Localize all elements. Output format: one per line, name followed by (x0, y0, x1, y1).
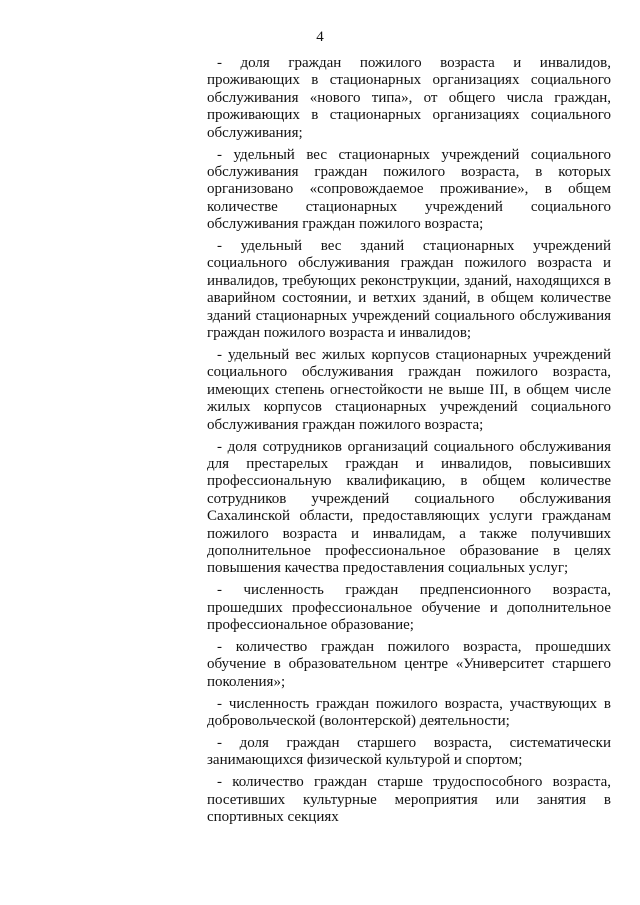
list-item: - удельный вес зданий стационарных учреждений социального обслуживания граждан пожилого возраста и инвалидов, требующих реконструкции, зданий, находящихся в аварийном состоянии, и ветхих зданий, в общем количестве зданий стационарных учреждений социального обслуживания граждан пожилого возраста и инвалидов; (207, 238, 611, 342)
list-item: - количество граждан старше трудоспособного возраста, посетивших культурные мероприятия или занятия в спортивных секциях (207, 774, 611, 826)
list-item: - удельный вес стационарных учреждений социального обслуживания граждан пожилого возраста, в которых организовано «сопровождаемое проживание», в общем количестве стационарных учреждений социального обслуживания граждан пожилого возраста; (207, 146, 611, 233)
list-item: - численность граждан предпенсионного возраста, прошедших профессиональное обучение и дополнительное профессиональное образование; (207, 582, 611, 634)
list-item: - количество граждан пожилого возраста, прошедших обучение в образовательном центре «Университет старшего поколения»; (207, 639, 611, 690)
list-item: - доля сотрудников организаций социального обслуживания для престарелых граждан и инвалидов, повысивших профессиональную квалификацию, в общем количестве сотрудников учреждений социального обслуживания Сахалинской области, предоставляющих услуги гражданам пожилого возраста и инвалидам, а также получивших дополнительное профессиональное образование в целях повышения качества предоставления социальных услуг; (207, 438, 611, 577)
list-item: - доля граждан пожилого возраста и инвалидов, проживающих в стационарных организациях социального обслуживания «нового типа», от общего числа граждан, проживающих в стационарных организациях социального обслуживания; (207, 55, 611, 141)
list-item: - доля граждан старшего возраста, систематически занимающихся физической культурой и спортом; (207, 735, 611, 769)
list-item: - удельный вес жилых корпусов стационарных учреждений социального обслуживания граждан пожилого возраста, имеющих степень огнестойкости не выше III, в общем числе жилых корпусов стационарных учреждений социального обслуживания граждан пожилого возраста; (207, 347, 611, 433)
list-item: - численность граждан пожилого возраста, участвующих в добровольческой (волонтерской) деятельности; (207, 695, 611, 730)
indicator-list (207, 55, 611, 831)
page-number: 4 (316, 29, 324, 45)
